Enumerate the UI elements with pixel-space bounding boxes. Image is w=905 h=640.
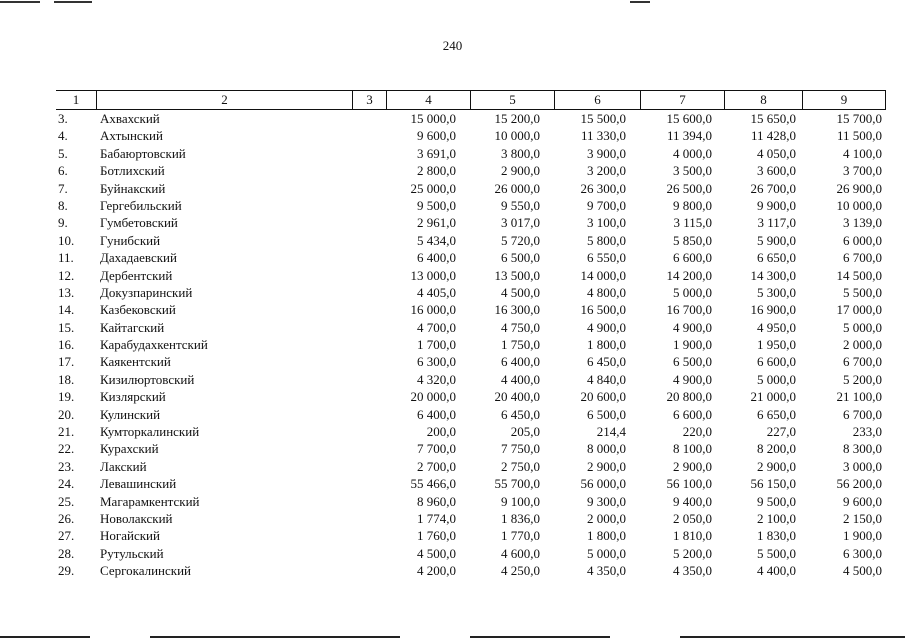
value-col-6: 56 000,0 [580, 476, 626, 492]
district-name: Буйнакский [100, 180, 166, 196]
row-number: 28. [58, 545, 75, 561]
district-name: Рутульский [100, 545, 164, 561]
row-number: 22. [58, 441, 75, 457]
district-name: Новолакский [100, 510, 173, 526]
table-row [56, 475, 886, 492]
value-col-9: 56 200,0 [836, 476, 882, 492]
value-col-4: 4 405,0 [417, 284, 456, 300]
value-col-8: 5 500,0 [757, 545, 796, 561]
value-col-6: 6 450,0 [587, 354, 626, 370]
value-col-9: 5 200,0 [843, 371, 882, 387]
value-col-8: 4 400,0 [757, 563, 796, 579]
value-col-7: 4 350,0 [673, 563, 712, 579]
page-number: 240 [442, 38, 463, 53]
value-col-7: 3 115,0 [673, 215, 712, 231]
value-col-9: 14 500,0 [836, 267, 882, 283]
value-col-4: 9 500,0 [417, 197, 456, 213]
value-col-7: 4 900,0 [673, 319, 712, 335]
value-col-4: 20 000,0 [410, 389, 456, 405]
value-col-9: 15 700,0 [836, 111, 882, 126]
row-number: 8. [58, 197, 68, 213]
value-col-4: 2 961,0 [417, 215, 456, 231]
table-row [56, 406, 886, 423]
value-col-7: 1 900,0 [673, 337, 712, 353]
row-number: 9. [58, 215, 68, 231]
value-col-5: 9 550,0 [501, 197, 540, 213]
value-col-9: 17 000,0 [836, 302, 882, 318]
district-name: Ахтынский [100, 128, 163, 144]
district-name: Карабудахкентский [100, 337, 208, 353]
district-name: Ахвахский [100, 111, 160, 126]
value-col-7: 26 500,0 [666, 180, 712, 196]
value-col-4: 4 200,0 [417, 563, 456, 579]
table-row [56, 145, 886, 162]
value-col-4: 13 000,0 [410, 267, 456, 283]
row-number: 5. [58, 145, 68, 161]
header-col-3: 3 [352, 91, 386, 109]
value-col-6: 5 000,0 [587, 545, 626, 561]
value-col-7: 14 200,0 [666, 267, 712, 283]
value-col-6: 20 600,0 [580, 389, 626, 405]
table-row [56, 127, 886, 144]
value-col-6: 14 000,0 [580, 267, 626, 283]
value-col-9: 6 700,0 [843, 406, 882, 422]
value-col-7: 1 810,0 [673, 528, 712, 544]
row-number: 15. [58, 319, 75, 335]
value-col-5: 6 400,0 [501, 354, 540, 370]
table-row [56, 267, 886, 284]
value-col-9: 2 150,0 [843, 510, 882, 526]
value-col-4: 1 774,0 [417, 510, 456, 526]
value-col-4: 3 691,0 [417, 145, 456, 161]
value-col-9: 2 000,0 [843, 337, 882, 353]
table-row [56, 110, 886, 127]
table-row [56, 527, 886, 544]
table-row [56, 371, 886, 388]
value-col-7: 9 400,0 [673, 493, 712, 509]
district-name: Дербентский [100, 267, 173, 283]
value-col-4: 200,0 [426, 424, 456, 440]
district-name: Каякентский [100, 354, 171, 370]
value-col-4: 4 700,0 [417, 319, 456, 335]
district-name: Гунибский [100, 232, 161, 248]
table-row [56, 388, 886, 405]
value-col-7: 16 700,0 [666, 302, 712, 318]
table-header-row [56, 90, 886, 110]
scan-edge-bottom [0, 634, 905, 640]
value-col-6: 16 500,0 [580, 302, 626, 318]
value-col-6: 6 550,0 [587, 250, 626, 266]
row-number: 18. [58, 371, 75, 387]
value-col-7: 15 600,0 [666, 111, 712, 126]
table-row [56, 180, 886, 197]
value-col-9: 11 500,0 [836, 128, 882, 144]
value-col-7: 11 394,0 [666, 128, 712, 144]
district-name: Левашинский [100, 476, 177, 492]
header-col-4: 4 [386, 91, 470, 109]
table-row [56, 232, 886, 249]
value-col-7: 2 050,0 [673, 510, 712, 526]
value-col-6: 214,4 [596, 424, 626, 440]
table-row [56, 458, 886, 475]
row-number: 4. [58, 128, 68, 144]
value-col-5: 10 000,0 [494, 128, 540, 144]
district-name: Дахадаевский [100, 250, 177, 266]
value-col-4: 5 434,0 [417, 232, 456, 248]
value-col-8: 14 300,0 [750, 267, 796, 283]
value-col-9: 6 000,0 [843, 232, 882, 248]
row-number: 29. [58, 563, 75, 579]
value-col-4: 15 000,0 [410, 111, 456, 126]
district-name: Гергебильский [100, 197, 182, 213]
value-col-4: 7 700,0 [417, 441, 456, 457]
district-name: Кулинский [100, 406, 161, 422]
table-row [56, 545, 886, 562]
district-name: Кайтагский [100, 319, 165, 335]
value-col-8: 8 200,0 [757, 441, 796, 457]
value-col-9: 26 900,0 [836, 180, 882, 196]
value-col-4: 16 000,0 [410, 302, 456, 318]
value-col-9: 9 600,0 [843, 493, 882, 509]
value-col-8: 16 900,0 [750, 302, 796, 318]
value-col-5: 3 017,0 [501, 215, 540, 231]
value-col-5: 4 400,0 [501, 371, 540, 387]
value-col-9: 6 300,0 [843, 545, 882, 561]
row-number: 10. [58, 232, 75, 248]
value-col-8: 9 900,0 [757, 197, 796, 213]
district-name: Кизлярский [100, 389, 166, 405]
value-col-6: 4 840,0 [587, 371, 626, 387]
table-row [56, 440, 886, 457]
value-col-7: 20 800,0 [666, 389, 712, 405]
value-col-7: 6 500,0 [673, 354, 712, 370]
value-col-5: 13 500,0 [494, 267, 540, 283]
value-col-6: 4 800,0 [587, 284, 626, 300]
value-col-7: 4 900,0 [673, 371, 712, 387]
row-number: 23. [58, 458, 75, 474]
header-col-7: 7 [640, 91, 724, 109]
row-number: 26. [58, 510, 75, 526]
value-col-6: 1 800,0 [587, 337, 626, 353]
header-col-5: 5 [470, 91, 554, 109]
table-row [56, 284, 886, 301]
value-col-5: 3 800,0 [501, 145, 540, 161]
value-col-9: 3 700,0 [843, 163, 882, 179]
value-col-5: 1 750,0 [501, 337, 540, 353]
value-col-5: 1 836,0 [501, 510, 540, 526]
row-number: 3. [58, 111, 68, 126]
value-col-8: 4 950,0 [757, 319, 796, 335]
value-col-9: 21 100,0 [836, 389, 882, 405]
value-col-7: 9 800,0 [673, 197, 712, 213]
table-row [56, 353, 886, 370]
value-col-7: 3 500,0 [673, 163, 712, 179]
value-col-8: 6 650,0 [757, 250, 796, 266]
header-col-8: 8 [724, 91, 802, 109]
value-col-4: 2 700,0 [417, 458, 456, 474]
row-number: 25. [58, 493, 75, 509]
value-col-4: 4 320,0 [417, 371, 456, 387]
value-col-6: 9 300,0 [587, 493, 626, 509]
value-col-9: 6 700,0 [843, 354, 882, 370]
value-col-5: 2 900,0 [501, 163, 540, 179]
value-col-8: 26 700,0 [750, 180, 796, 196]
value-col-8: 2 900,0 [757, 458, 796, 474]
row-number: 17. [58, 354, 75, 370]
value-col-9: 3 139,0 [843, 215, 882, 231]
row-number: 20. [58, 406, 75, 422]
value-col-8: 11 428,0 [750, 128, 796, 144]
value-col-7: 4 000,0 [673, 145, 712, 161]
value-col-8: 227,0 [766, 424, 796, 440]
row-number: 24. [58, 476, 75, 492]
value-col-7: 2 900,0 [673, 458, 712, 474]
district-name: Кумторкалинский [100, 424, 200, 440]
value-col-6: 3 200,0 [587, 163, 626, 179]
value-col-7: 220,0 [682, 424, 712, 440]
value-col-6: 5 800,0 [587, 232, 626, 248]
district-name: Кизилюртовский [100, 371, 195, 387]
value-col-8: 5 300,0 [757, 284, 796, 300]
value-col-6: 4 350,0 [587, 563, 626, 579]
scan-edge-top [0, 0, 905, 4]
district-name: Курахский [100, 441, 159, 457]
value-col-4: 6 400,0 [417, 406, 456, 422]
value-col-7: 6 600,0 [673, 250, 712, 266]
value-col-9: 5 500,0 [843, 284, 882, 300]
row-number: 6. [58, 163, 68, 179]
value-col-9: 6 700,0 [843, 250, 882, 266]
value-col-7: 5 200,0 [673, 545, 712, 561]
value-col-5: 4 750,0 [501, 319, 540, 335]
header-col-6: 6 [554, 91, 640, 109]
value-col-9: 5 000,0 [843, 319, 882, 335]
value-col-6: 9 700,0 [587, 197, 626, 213]
district-name: Сергокалинский [100, 563, 192, 579]
value-col-5: 26 000,0 [494, 180, 540, 196]
value-col-6: 2 900,0 [587, 458, 626, 474]
district-name: Докузпаринский [100, 284, 193, 300]
value-col-9: 4 500,0 [843, 563, 882, 579]
row-number: 7. [58, 180, 68, 196]
value-col-4: 55 466,0 [410, 476, 456, 492]
value-col-7: 56 100,0 [666, 476, 712, 492]
value-col-5: 16 300,0 [494, 302, 540, 318]
row-number: 21. [58, 424, 75, 440]
value-col-9: 10 000,0 [836, 197, 882, 213]
value-col-8: 2 100,0 [757, 510, 796, 526]
header-col-1: 1 [72, 92, 80, 107]
value-col-7: 5 000,0 [673, 284, 712, 300]
value-col-7: 5 850,0 [673, 232, 712, 248]
table-row [56, 249, 886, 266]
value-col-4: 4 500,0 [417, 545, 456, 561]
row-number: 13. [58, 284, 75, 300]
value-col-8: 9 500,0 [757, 493, 796, 509]
header-col-9: 9 [802, 91, 886, 109]
table-row [56, 319, 886, 336]
value-col-5: 4 250,0 [501, 563, 540, 579]
row-number: 12. [58, 267, 75, 283]
table-row [56, 301, 886, 318]
value-col-8: 4 050,0 [757, 145, 796, 161]
value-col-4: 6 400,0 [417, 250, 456, 266]
value-col-6: 26 300,0 [580, 180, 626, 196]
row-number: 14. [58, 302, 75, 318]
table-row [56, 336, 886, 353]
district-name: Гумбетовский [100, 215, 178, 231]
table-row [56, 162, 886, 179]
value-col-6: 4 900,0 [587, 319, 626, 335]
value-col-9: 3 000,0 [843, 458, 882, 474]
value-col-6: 8 000,0 [587, 441, 626, 457]
value-col-4: 1 760,0 [417, 528, 456, 544]
value-col-8: 5 900,0 [757, 232, 796, 248]
value-col-5: 55 700,0 [494, 476, 540, 492]
value-col-8: 56 150,0 [750, 476, 796, 492]
value-col-5: 20 400,0 [494, 389, 540, 405]
row-number: 19. [58, 389, 75, 405]
table-row [56, 493, 886, 510]
value-col-8: 3 117,0 [757, 215, 796, 231]
value-col-7: 6 600,0 [673, 406, 712, 422]
value-col-4: 25 000,0 [410, 180, 456, 196]
table-row [56, 197, 886, 214]
table-body [56, 110, 886, 580]
table-row [56, 423, 886, 440]
row-number: 27. [58, 528, 75, 544]
value-col-8: 1 950,0 [757, 337, 796, 353]
value-col-6: 11 330,0 [580, 128, 626, 144]
value-col-4: 8 960,0 [417, 493, 456, 509]
value-col-9: 4 100,0 [843, 145, 882, 161]
value-col-9: 8 300,0 [843, 441, 882, 457]
table-row [56, 214, 886, 231]
value-col-6: 6 500,0 [587, 406, 626, 422]
value-col-9: 233,0 [852, 424, 882, 440]
data-table [56, 90, 886, 580]
header-col-2: 2 [96, 91, 352, 109]
value-col-8: 6 650,0 [757, 406, 796, 422]
value-col-4: 1 700,0 [417, 337, 456, 353]
value-col-5: 6 500,0 [501, 250, 540, 266]
value-col-4: 2 800,0 [417, 163, 456, 179]
district-name: Магарамкентский [100, 493, 200, 509]
value-col-8: 1 830,0 [757, 528, 796, 544]
value-col-9: 1 900,0 [843, 528, 882, 544]
value-col-5: 9 100,0 [501, 493, 540, 509]
value-col-5: 15 200,0 [494, 111, 540, 126]
district-name: Бабаюртовский [100, 145, 186, 161]
value-col-5: 205,0 [510, 424, 540, 440]
district-name: Лакский [100, 458, 147, 474]
value-col-8: 21 000,0 [750, 389, 796, 405]
value-col-4: 6 300,0 [417, 354, 456, 370]
row-number: 16. [58, 337, 75, 353]
value-col-5: 4 500,0 [501, 284, 540, 300]
value-col-5: 5 720,0 [501, 232, 540, 248]
district-name: Казбековский [100, 302, 176, 318]
value-col-6: 3 100,0 [587, 215, 626, 231]
value-col-5: 1 770,0 [501, 528, 540, 544]
value-col-5: 2 750,0 [501, 458, 540, 474]
value-col-8: 5 000,0 [757, 371, 796, 387]
value-col-5: 7 750,0 [501, 441, 540, 457]
value-col-6: 15 500,0 [580, 111, 626, 126]
district-name: Ботлихский [100, 163, 165, 179]
value-col-6: 2 000,0 [587, 510, 626, 526]
value-col-5: 6 450,0 [501, 406, 540, 422]
table-row [56, 510, 886, 527]
value-col-8: 3 600,0 [757, 163, 796, 179]
value-col-4: 9 600,0 [417, 128, 456, 144]
value-col-8: 15 650,0 [750, 111, 796, 126]
row-number: 11. [58, 250, 74, 266]
value-col-6: 3 900,0 [587, 145, 626, 161]
value-col-5: 4 600,0 [501, 545, 540, 561]
value-col-8: 6 600,0 [757, 354, 796, 370]
district-name: Ногайский [100, 528, 160, 544]
table-row [56, 562, 886, 579]
value-col-6: 1 800,0 [587, 528, 626, 544]
value-col-7: 8 100,0 [673, 441, 712, 457]
